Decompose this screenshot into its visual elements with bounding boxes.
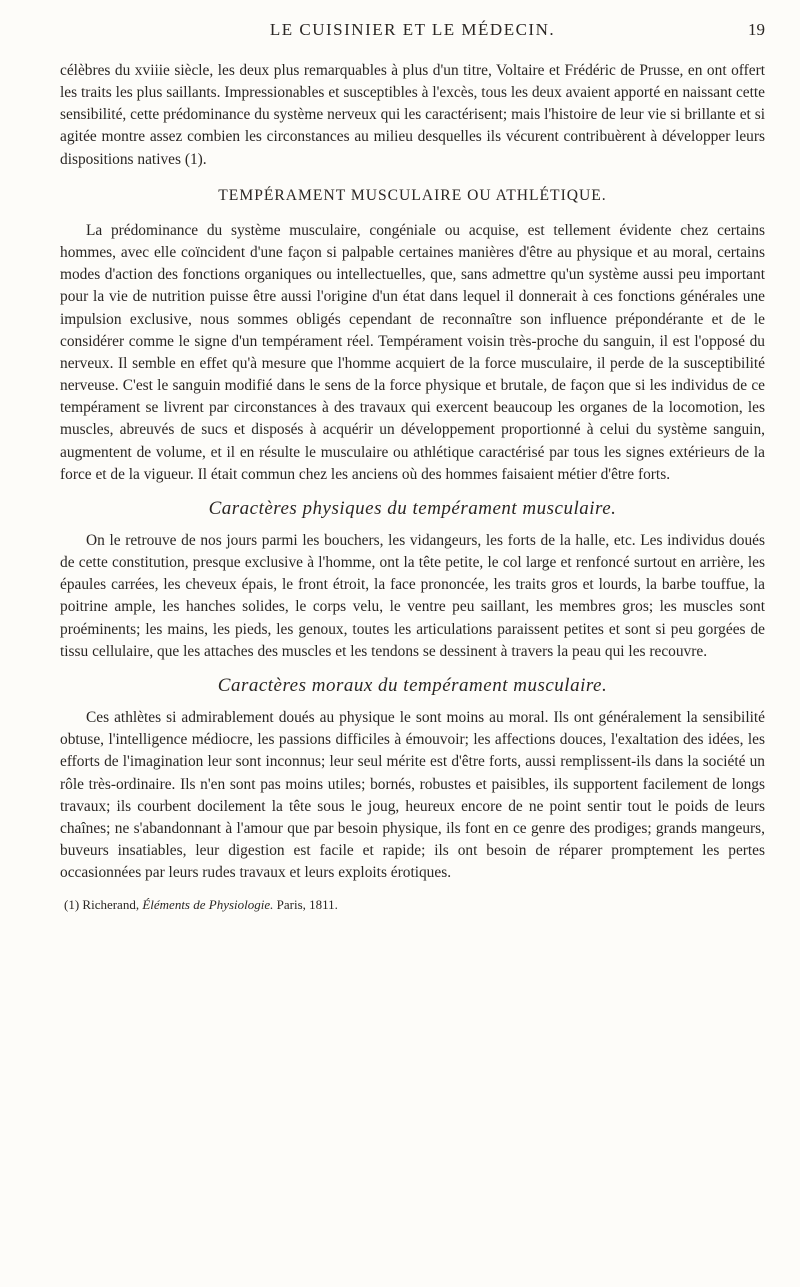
- section-heading: TEMPÉRAMENT MUSCULAIRE OU ATHLÉTIQUE.: [218, 186, 607, 204]
- moral-subheading: Caractères moraux du tempérament musculaire.: [217, 674, 608, 696]
- footnote-details: Paris, 1811.: [276, 897, 338, 913]
- physical-paragraph: On le retrouve de nos jours parmi les bouchers, les vidangeurs, les forts de la halle, etc. Les individus doués de cette constitution, presque exclusive à l'homme, ont la tête petite, le col large et renfoncé surtout en arrière, les épaules carrées, les cheveux épais, le front étroit, la face prononcée, les traits gros et lourds, la barbe touffue, la poitrine ample, les hanches solides, le corps velu, le ventre peu saillant, les membres gros; les muscles sont proéminents; les mains, les pieds, les genoux, toutes les articulations paraissent petites et sont si peu gorgées de tissu cellulaire, que les attaches des muscles et les tendons se dessinent à travers la peau qui les recouvre.: [60, 531, 765, 660]
- footnote-book-title: Éléments de Physiologie.: [142, 897, 274, 913]
- body-text: [60, 60, 765, 914]
- section-paragraph: La prédominance du système musculaire, congéniale ou acquise, est tellement évidente chez certains hommes, avec elle coïncident d'une façon si palpable certaines manières d'être au physique et au moral, certains modes d'action des fonctions organiques ou intellectuelles, que, sans admettre qu'un système aussi peu important pour la vie de nutrition puisse être aussi l'origine d'un état dans lequel il donnerait à ces fonctions générales une impulsion exclusive, nous sommes obligés cependant de reconnaître son influence prépondérante et de le considérer comme le signe d'un tempérament réel. Tempérament voisin très-proche du sanguin, il est l'opposé du nerveux. Il semble en effet qu'à mesure que l'homme acquiert de la force musculaire, il perde de la susceptibilité nerveuse. C'est le sanguin modifié dans le sens de la force physique et brutale, de façon que si les individus de ce tempérament se livrent par circonstances à des travaux qui exercent beaucoup les organes de la locomotion, les muscles, abreuvés de sucs et disposés à acquérir un développement proportionné à celui du système sanguin, augmentent de volume, et il en résulte le musculaire ou athlétique caractérisé par tous les signes extérieurs de la force et de la vigueur. Il était commun chez les anciens où des hommes faisaient métier d'être forts.: [60, 221, 765, 483]
- page-number: 19: [748, 20, 765, 39]
- footnote: [60, 896, 765, 914]
- running-head: [60, 20, 765, 46]
- running-title: LE CUISINIER ET LE MÉDECIN.: [269, 20, 556, 39]
- physical-subheading: Caractères physiques du tempérament musculaire.: [208, 497, 617, 519]
- moral-paragraph: Ces athlètes si admirablement doués au physique le sont moins au moral. Ils ont généralement la sensibilité obtuse, l'intelligence médiocre, les passions difficiles à émouvoir; les affections douces, l'exaltation des idées, les efforts de l'imagination leur sont inconnus; leur seul mérite est d'être forts, aussi remplissent-ils dans la société un rôle très-ordinaire. Ils n'en sont pas moins utiles; bornés, robustes et paisibles, ils supportent facilement de longs travaux; ils courbent docilement la tête sous le joug, heureux encore de ne point sentir tout le poids de leurs chaînes; ne s'abandonnant à l'amour que par besoin physique, ils font en ce genre des prodiges; grands mangeurs, buveurs insatiables, leur digestion est facile et rapide; ils ont besoin de réparer promptement les pertes occasionnées par leurs rudes travaux et leurs exploits érotiques.: [60, 709, 765, 882]
- footnote-marker: (1) Richerand,: [64, 897, 140, 913]
- intro-paragraph: célèbres du xviiie siècle, les deux plus remarquables à plus d'un titre, Voltaire et Frédéric de Prusse, en ont offert les traits les plus saillants. Impressionables et susceptibles à l'excès, tous les deux avaient apporté en naissant cette sensibilité, cette prédominance du système nerveux qui les caractérisent; mais l'histoire de leur vie si brillante et si agitée montre assez combien les circonstances au milieu desquelles ils vécurent contribuèrent à développer leurs dispositions natives (1).: [60, 62, 765, 168]
